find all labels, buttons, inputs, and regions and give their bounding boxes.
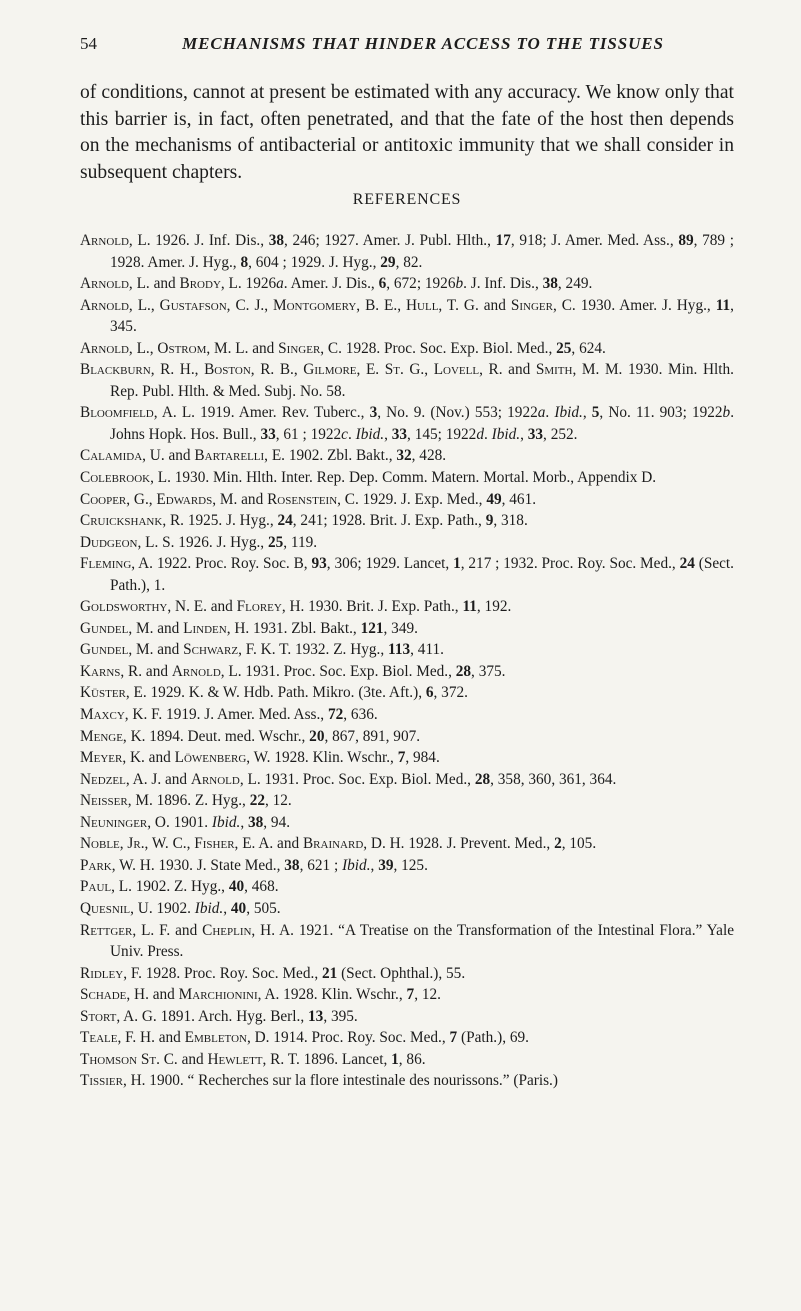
reference-volume: 33	[260, 425, 276, 443]
reference-text: , 119.	[283, 533, 318, 551]
reference-author: Neuninger, O.	[80, 813, 170, 831]
reference-entry	[80, 920, 734, 963]
reference-text: (Path.), 69.	[457, 1029, 529, 1047]
reference-author: Schwarz, F. K. T.	[183, 641, 292, 659]
page-header	[80, 34, 730, 58]
reference-volume: 13	[308, 1007, 324, 1025]
reference-volume: 93	[311, 555, 327, 573]
reference-entry	[80, 1027, 734, 1049]
reference-author: Linden, H.	[183, 619, 250, 637]
reference-entry	[80, 726, 734, 748]
reference-author: Stort, A. G.	[80, 1007, 157, 1025]
reference-text: 1926. J. Hyg.,	[174, 533, 268, 551]
reference-text: , 984.	[405, 749, 440, 767]
reference-volume: 49	[486, 490, 502, 508]
reference-volume: 8	[240, 253, 249, 271]
reference-text: and	[153, 619, 184, 637]
reference-volume: 33	[527, 425, 544, 443]
reference-author: Florey, H.	[236, 598, 305, 616]
reference-text: , 318.	[493, 512, 528, 530]
reference-author: Fleming, A.	[80, 555, 153, 573]
reference-text: and	[154, 1029, 185, 1047]
reference-text: 1931. Proc. Soc. Exp. Biol. Med.,	[241, 662, 456, 680]
reference-text: .	[483, 425, 492, 443]
reference-volume: 28	[455, 662, 472, 680]
reference-entry	[80, 230, 734, 273]
reference-entry	[80, 402, 734, 445]
reference-text: 1929. K. & W. Hdb. Path. Mikro. (3te. Aft.),	[146, 684, 426, 702]
reference-italic: Ibid.	[342, 856, 371, 874]
reference-italic: Ibid.	[491, 425, 521, 443]
reference-text: , 94.	[263, 813, 291, 831]
reference-author: Singer, C.	[510, 296, 576, 314]
reference-volume: 11	[715, 296, 731, 314]
reference-text: ,	[223, 899, 231, 917]
reference-author: Goldsworthy, N. E.	[80, 598, 207, 616]
reference-volume: 29	[380, 253, 396, 271]
reference-author: Colebrook, L.	[80, 469, 171, 487]
references-heading: REFERENCES	[352, 191, 462, 208]
reference-author: Blackburn, R. H., Boston, R. B., Gilmore, E. St. G., Lovell, R.	[80, 361, 503, 379]
reference-italic: c	[341, 425, 348, 443]
reference-author: Meyer, K.	[80, 749, 145, 767]
reference-volume: 40	[228, 878, 245, 896]
reference-volume: 3	[369, 404, 378, 422]
reference-entry	[80, 661, 734, 683]
reference-text: 1902.	[152, 899, 195, 917]
reference-text: , 192.	[476, 598, 512, 616]
reference-entry	[80, 553, 734, 596]
reference-text: , 395.	[323, 1007, 358, 1025]
reference-author: Gundel, M.	[80, 641, 154, 659]
reference-author: Menge, K.	[80, 727, 146, 745]
reference-text: 1901.	[169, 813, 212, 831]
reference-italic: Ibid.	[194, 899, 224, 917]
reference-italic: b	[722, 404, 731, 422]
reference-volume: 24	[277, 512, 293, 530]
reference-text: 1896. Lancet,	[299, 1050, 392, 1068]
reference-author: Calamida, U.	[80, 447, 165, 465]
reference-volume: 72	[327, 706, 344, 724]
reference-entry	[80, 1049, 734, 1071]
reference-volume: 6	[378, 275, 387, 293]
reference-author: Embleton, D.	[184, 1029, 270, 1047]
reference-entry	[80, 812, 734, 834]
reference-entry	[80, 359, 734, 402]
reference-text: , 12.	[414, 986, 441, 1004]
reference-text: 1931. Zbl. Bakt.,	[249, 619, 361, 637]
reference-author: Arnold, L.	[80, 275, 150, 293]
reference-text: , No. 9. (Nov.) 553; 1922	[377, 404, 538, 422]
reference-author: Teale, F. H.	[80, 1029, 155, 1047]
reference-author: Paul, L.	[80, 878, 132, 896]
reference-volume: 113	[388, 641, 411, 659]
reference-text: , 345.	[110, 296, 734, 336]
reference-author: Bartarelli, E.	[194, 447, 286, 465]
reference-volume: 28	[474, 770, 491, 788]
reference-text: 1930. Min. Hlth. Inter. Rep. Dep. Comm. Matern. Mortal. Morb., Appendix D.	[170, 469, 657, 487]
reference-author: Cruickshank, R.	[80, 512, 184, 530]
reference-text: , 918; J. Amer. Med. Ass.,	[510, 232, 679, 249]
reference-entry	[80, 532, 734, 554]
reference-text: , 375.	[471, 662, 506, 680]
reference-text: 1921. “A Treatise on the Transformation of the Intestinal Flora.” Yale Univ. Press.	[110, 921, 734, 961]
reference-volume: 121	[360, 619, 384, 637]
reference-text: . Amer. J. Dis.,	[283, 275, 379, 293]
reference-text: , 217 ; 1932. Proc. Roy. Soc. Med.,	[460, 555, 680, 573]
reference-volume: 7	[397, 749, 406, 767]
reference-text: , 358, 360, 361, 364.	[490, 770, 617, 788]
reference-entry	[80, 510, 734, 532]
reference-text: 1932. Z. Hyg.,	[291, 641, 389, 659]
reference-entry	[80, 704, 734, 726]
reference-author: Schade, H.	[80, 986, 149, 1004]
reference-text: 1925. J. Hyg.,	[184, 512, 278, 530]
reference-text: , 125.	[393, 856, 428, 874]
reference-text: and	[273, 835, 303, 853]
reference-text: 1922. Proc. Roy. Soc. B,	[152, 555, 312, 573]
reference-text: , No. 11. 903; 1922	[599, 404, 723, 422]
reference-text: (Sect. Path.), 1.	[110, 555, 735, 594]
reference-author: Bloomfield, A. L.	[80, 404, 195, 422]
reference-author: Nedzel, A. J.	[80, 770, 162, 788]
reference-text: , 252.	[543, 425, 578, 443]
references-list	[80, 230, 734, 1092]
reference-author: Ridley, F.	[80, 964, 142, 982]
reference-italic: d	[476, 425, 484, 443]
reference-entry	[80, 467, 734, 489]
reference-text: and	[237, 490, 268, 508]
reference-entry	[80, 618, 734, 640]
reference-volume: 25	[556, 339, 572, 357]
reference-text: 1928. Klin. Wschr.,	[270, 749, 398, 767]
reference-text: 1902. Zbl. Bakt.,	[285, 447, 397, 465]
reference-entry	[80, 876, 734, 898]
reference-entry	[80, 833, 734, 855]
reference-italic: b	[455, 275, 464, 293]
reference-text: and	[206, 598, 237, 616]
reference-text: , 241; 1928. Brit. J. Exp. Path.,	[292, 512, 486, 530]
reference-author: Singer, C.	[278, 339, 342, 357]
reference-author: Löwenberg, W.	[174, 749, 271, 767]
reference-volume: 11	[462, 598, 477, 616]
reference-text: , 468.	[244, 878, 279, 896]
reference-author: Hewlett, R. T.	[207, 1050, 300, 1068]
reference-entry	[80, 790, 734, 812]
reference-author: Thomson St. C.	[80, 1050, 178, 1068]
reference-volume: 6	[425, 684, 434, 702]
reference-text: .	[347, 425, 356, 443]
reference-volume: 38	[542, 275, 558, 293]
reference-volume: 17	[495, 232, 511, 249]
reference-volume: 38	[268, 232, 285, 249]
reference-volume: 1	[453, 555, 461, 573]
reference-text: and	[164, 447, 195, 465]
reference-entry	[80, 596, 734, 618]
reference-author: Quesnil, U.	[80, 899, 153, 917]
reference-volume: 7	[406, 986, 415, 1004]
reference-volume: 21	[321, 964, 338, 982]
reference-text: , 82.	[395, 253, 423, 271]
reference-text: ,	[370, 856, 379, 874]
reference-text: and	[177, 1050, 208, 1068]
reference-text: , 428.	[411, 447, 447, 465]
reference-entry	[80, 445, 734, 467]
reference-text: , 867, 891, 907.	[324, 727, 421, 745]
reference-italic: Ibid.	[554, 404, 583, 422]
reference-entry	[80, 682, 734, 704]
reference-author: Brainard, D. H.	[302, 835, 405, 853]
reference-text: 1896. Z. Hyg.,	[152, 792, 250, 810]
reference-text: , 621 ;	[299, 856, 343, 874]
reference-volume: 38	[247, 813, 264, 831]
reference-text: and	[248, 339, 279, 357]
reference-author: Arnold, L.	[171, 662, 242, 680]
reference-text: 1914. Proc. Roy. Soc. Med.,	[269, 1029, 450, 1047]
reference-author: Gundel, M.	[80, 619, 154, 637]
reference-text: 1928. Proc. Roy. Soc. Med.,	[141, 964, 322, 982]
reference-text: , 105.	[561, 835, 597, 853]
reference-entry	[80, 963, 734, 985]
reference-text: 1902. Z. Hyg.,	[131, 878, 229, 896]
reference-author: Arnold, L.	[190, 770, 261, 788]
reference-author: Cheplin, H. A.	[202, 921, 294, 939]
reference-volume: 39	[378, 856, 394, 874]
reference-text: , 604 ; 1929. J. Hyg.,	[248, 253, 381, 271]
intro-paragraph: of conditions, cannot at present be estimated with any accuracy. We know only that this barrier is, in fact, often penetrated, and that the fate of the host then depends on the mechanisms of antibacterial or antitoxic immunity that we shall consider in subsequent chapters.	[80, 82, 734, 183]
reference-text: 1931. Proc. Soc. Exp. Biol. Med.,	[260, 770, 475, 788]
reference-volume: 5	[591, 404, 600, 422]
reference-author: Arnold, L., Gustafson, C. J., Montgomery, B. E., Hull, T. G.	[80, 296, 479, 314]
reference-text: and	[144, 749, 175, 767]
reference-italic: Ibid.	[355, 425, 385, 443]
reference-text: and	[153, 641, 184, 659]
reference-text: 1919. J. Amer. Med. Ass.,	[162, 706, 328, 724]
reference-volume: 20	[309, 727, 325, 745]
reference-text: , 636.	[343, 706, 378, 724]
reference-text: 1928. Klin. Wschr.,	[279, 986, 407, 1004]
reference-italic: a	[276, 275, 284, 293]
reference-volume: 1	[391, 1050, 399, 1068]
reference-text: 1894. Deut. med. Wschr.,	[145, 727, 310, 745]
reference-author: Cooper, G., Edwards, M.	[80, 490, 238, 508]
reference-text: 1930. J. State Med.,	[154, 856, 285, 874]
reference-text: 1930. Min. Hlth. Rep. Publ. Hlth. & Med. Subj. No. 58.	[110, 361, 734, 400]
reference-text: ,	[240, 813, 248, 831]
reference-italic: a	[537, 404, 546, 422]
reference-text: 1928. J. Prevent. Med.,	[404, 835, 555, 853]
reference-author: Arnold, L.	[80, 232, 151, 249]
reference-text: 1919. Amer. Rev. Tuberc.,	[195, 404, 370, 422]
reference-author: Rettger, L. F.	[80, 921, 171, 939]
reference-entry	[80, 489, 734, 511]
reference-volume: 25	[267, 533, 284, 551]
reference-text: , 306; 1929. Lancet,	[326, 555, 454, 573]
reference-text: and	[149, 275, 180, 293]
reference-text: (Sect. Ophthal.), 55.	[337, 964, 466, 982]
reference-entry	[80, 273, 734, 295]
reference-author: Brody, L.	[179, 275, 242, 293]
reference-author: Küster, E.	[80, 684, 147, 702]
reference-text: .	[545, 404, 555, 422]
reference-author: Maxcy, K. F.	[80, 706, 163, 724]
reference-volume: 40	[230, 899, 247, 917]
reference-author: Smith, M. M.	[535, 361, 623, 379]
reference-text: , 672; 1926	[386, 275, 456, 293]
reference-text: , 12.	[264, 792, 292, 810]
reference-text: , 789 ; 1928. Amer. J. Hyg.,	[110, 232, 735, 271]
reference-text: . J. Inf. Dis.,	[463, 275, 543, 293]
reference-author: Marchionini, A.	[178, 986, 280, 1004]
reference-text: and	[502, 361, 536, 379]
reference-text: 1926	[241, 275, 277, 293]
reference-text: 1930. Amer. J. Hyg.,	[575, 296, 716, 314]
reference-text: and	[478, 296, 511, 314]
reference-volume: 24	[679, 555, 695, 573]
reference-text: , 505.	[246, 899, 281, 917]
reference-text: . Johns Hopk. Hos. Bull.,	[110, 404, 735, 443]
reference-author: Neisser, M.	[80, 792, 153, 810]
reference-text: and	[148, 986, 179, 1004]
reference-text: ,	[582, 404, 592, 422]
reference-author: Park, W. H.	[80, 856, 155, 874]
reference-entry	[80, 1070, 734, 1092]
reference-entry	[80, 855, 734, 877]
reference-entry	[80, 984, 734, 1006]
reference-volume: 33	[391, 425, 408, 443]
page-number: 54	[80, 34, 97, 53]
reference-author: Tissier, H.	[80, 1072, 146, 1090]
reference-text: and	[170, 921, 203, 939]
reference-entry	[80, 295, 734, 338]
reference-text: , 249.	[557, 275, 593, 293]
reference-text: ,	[384, 425, 392, 443]
reference-entry	[80, 639, 734, 661]
reference-text: , 246; 1927. Amer. J. Publ. Hlth.,	[284, 232, 496, 249]
reference-text: 1900. “ Recherches sur la flore intestinale des nourissons.” (Paris.)	[145, 1072, 558, 1090]
reference-author: Rosenstein, C.	[267, 490, 359, 508]
reference-text: 1926. J. Inf. Dis.,	[150, 232, 269, 249]
reference-volume: 22	[249, 792, 265, 810]
reference-text: 1930. Brit. J. Exp. Path.,	[304, 598, 463, 616]
reference-text: , 145; 1922	[407, 425, 477, 443]
reference-text: , 461.	[501, 490, 537, 508]
reference-text: , 624.	[571, 339, 606, 357]
reference-text: 1891. Arch. Hyg. Berl.,	[156, 1007, 309, 1025]
reference-volume: 32	[396, 447, 412, 465]
reference-author: Noble, Jr., W. C., Fisher, E. A.	[80, 835, 274, 853]
reference-entry	[80, 338, 734, 360]
reference-italic: Ibid.	[211, 813, 241, 831]
reference-text: and	[142, 662, 172, 680]
reference-volume: 38	[284, 856, 300, 874]
reference-text: , 372.	[433, 684, 468, 702]
reference-author: Karns, R.	[80, 662, 143, 680]
running-title: MECHANISMS THAT HINDER ACCESS TO THE TISSUES	[182, 34, 664, 53]
reference-volume: 2	[554, 835, 562, 853]
reference-text: ,	[520, 425, 528, 443]
reference-volume: 7	[449, 1029, 458, 1047]
reference-text: 1928. Proc. Soc. Exp. Biol. Med.,	[341, 339, 557, 357]
reference-entry	[80, 747, 734, 769]
reference-text: 1929. J. Exp. Med.,	[358, 490, 487, 508]
reference-text: and	[161, 770, 191, 788]
reference-volume: 9	[485, 512, 494, 530]
reference-author: Dudgeon, L. S.	[80, 533, 175, 551]
reference-author: Arnold, L., Ostrom, M. L.	[80, 339, 249, 357]
reference-entry	[80, 1006, 734, 1028]
reference-entry	[80, 769, 734, 791]
reference-entry	[80, 898, 734, 920]
reference-text: , 411.	[410, 641, 444, 659]
reference-text: , 86.	[398, 1050, 426, 1068]
reference-text: , 349.	[383, 619, 418, 637]
reference-text: , 61 ; 1922	[275, 425, 342, 443]
reference-volume: 89	[678, 232, 694, 249]
